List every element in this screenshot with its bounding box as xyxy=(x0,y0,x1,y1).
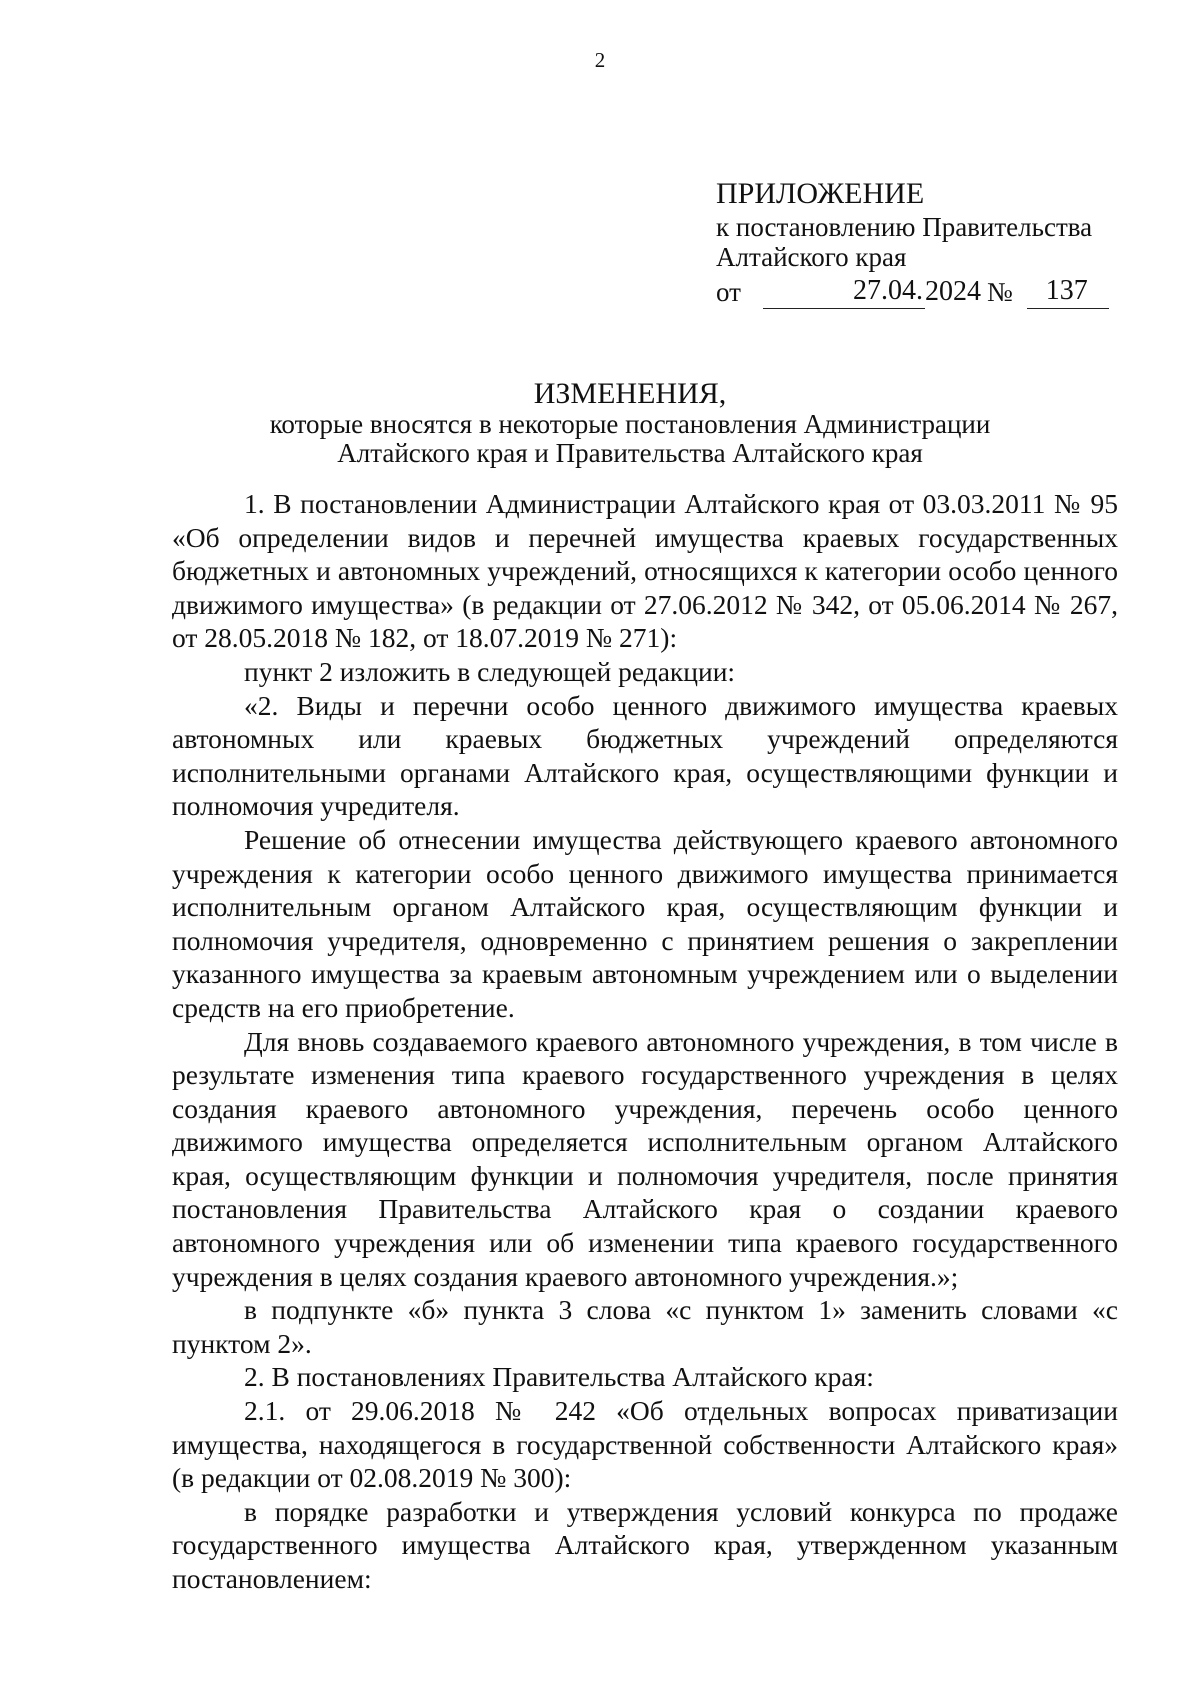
paragraph: 2.1. от 29.06.2018 № 242 «Об отдельных вопросах приватизации имущества, находящегося в государственной собственности Алтайского края» (в редакции от 02.08.2019 № 300): xyxy=(172,1395,1118,1494)
document-subtitle-2: Алтайского края и Правительства Алтайского края xyxy=(337,438,923,468)
date-value: 27.04. xyxy=(763,274,925,309)
paragraph: 1. В постановлении Администрации Алтайского края от 03.03.2011 № 95 «Об определении видов и перечней имущества краевых государственных бюджетных и автономных учреждений, относящихся к категории особо ценного движимого имущества» (в редакции от 27.06.2012 № 342, от 05.06.2014 № 267, от 28.05.2018 № 182, от 18.07.2019 № 271): xyxy=(172,488,1118,654)
paragraph: в подпункте «б» пункта 3 слова «с пунктом 1» заменить словами «с пунктом 2». xyxy=(172,1294,1118,1359)
paragraph: 2. В постановлениях Правительства Алтайского края: xyxy=(244,1361,874,1393)
paragraph: пункт 2 изложить в следующей редакции: xyxy=(244,655,736,687)
paragraph: «2. Виды и перечни особо ценного движимого имущества краевых автономных или краевых бюджетных учреждений определяются исполнительными органами Алтайского края, осуществляющими функции и полномочия учредителя. xyxy=(172,689,1118,822)
paragraph: Решение об отнесении имущества действующего краевого автономного учреждения к категории особо ценного движимого имущества принимается исполнительным органом Алтайского края, осуществляющим функции и полномочия учредителя, одновременно с принятием решения о закреплении указанного имущества за краевым автономным учреждением или о выделении средств на его приобретение. xyxy=(172,823,1118,1023)
paragraph: Для вновь создаваемого краевого автономного учреждения, в том числе в результате изменения типа краевого государственного учреждения в целях создания краевого автономного учреждения, перечень особо ценного движимого имущества определяется исполнительным органом Алтайского края, осуществляющим функции и полномочия учредителя, после принятия постановления Правительства Алтайского края о создании краевого автономного учреждения или об изменении типа краевого государственного учреждения в целях создания краевого автономного учреждения.»; xyxy=(172,1025,1118,1292)
document-title-block xyxy=(0,378,1200,468)
date-year: 2024 xyxy=(924,276,981,307)
document-subtitle-1: которые вносятся в некоторые постановления Администрации xyxy=(269,409,991,439)
appendix-heading: ПРИЛОЖЕНИЕ xyxy=(716,177,925,210)
page-number: 2 xyxy=(594,48,606,72)
number-sign: № xyxy=(986,277,1013,307)
appendix-line-1: к постановлению Правительства xyxy=(716,212,1093,242)
document-number: 137 xyxy=(1027,274,1109,309)
appendix-date-line xyxy=(716,274,1109,309)
appendix-block xyxy=(716,176,1109,309)
paragraph: в порядке разработки и утверждения условий конкурса по продаже государственного имущества Алтайского края, утвержденном указанным постановлением: xyxy=(172,1495,1118,1594)
document-title: ИЗМЕНЕНИЯ, xyxy=(533,377,727,410)
document-body xyxy=(172,487,1118,1596)
appendix-line-2: Алтайского края xyxy=(716,242,907,272)
date-prefix: от xyxy=(716,277,741,307)
